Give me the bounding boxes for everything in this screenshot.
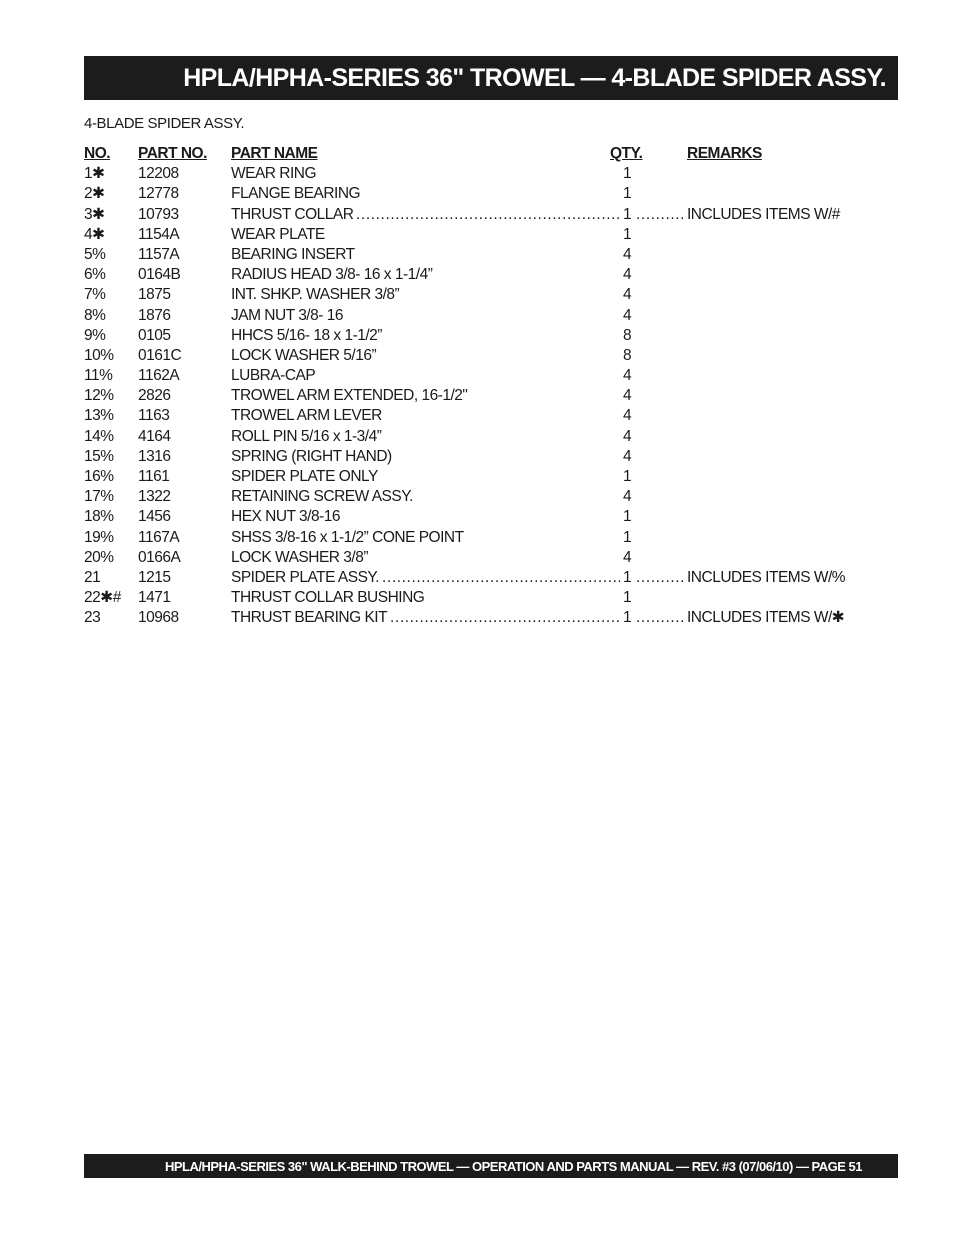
part-qty: 4	[623, 407, 632, 425]
part-remarks: INCLUDES ITEMS W/#	[687, 205, 840, 223]
part-number-index: 4✱	[84, 225, 105, 243]
part-qty: 1	[623, 568, 632, 586]
part-name: THRUST BEARING KIT	[231, 609, 388, 627]
part-number: 1471	[138, 589, 171, 607]
part-number: 1322	[138, 488, 171, 506]
part-qty: 4	[623, 306, 632, 324]
column-header-no: NO.	[84, 145, 111, 162]
table-row	[84, 245, 864, 265]
part-qty: 1	[623, 589, 632, 607]
part-number: 1875	[138, 286, 171, 304]
leader-dots	[636, 608, 684, 628]
part-number: 1316	[138, 447, 171, 465]
part-qty: 1	[623, 508, 632, 526]
table-row	[84, 548, 864, 568]
part-number-index: 23	[84, 609, 101, 627]
part-number-index: 6%	[84, 266, 106, 284]
part-number-index: 10%	[84, 346, 114, 364]
part-number: 1157A	[138, 245, 180, 263]
part-name: WEAR PLATE	[231, 225, 325, 243]
part-qty: 4	[623, 367, 632, 385]
part-number: 1167A	[138, 528, 180, 546]
table-row	[84, 225, 864, 245]
footer-text: HPLA/HPHA-SERIES 36" WALK-BEHIND TROWEL — OPERATION AND PARTS MANUAL — REV. #3 (07/06/10) — PAGE 51	[164, 1158, 862, 1174]
table-row	[84, 326, 864, 346]
table-row	[84, 285, 864, 305]
part-number: 1162A	[138, 367, 180, 385]
part-qty: 4	[623, 245, 632, 263]
part-number-index: 22✱#	[84, 589, 121, 607]
column-header-part-no: PART NO.	[138, 145, 207, 162]
leader-dots	[356, 205, 620, 225]
part-number-index: 12%	[84, 387, 114, 405]
table-row	[84, 487, 864, 507]
part-qty: 4	[623, 387, 632, 405]
part-name: ROLL PIN 5/16 x 1-3/4”	[231, 427, 382, 445]
column-header-qty: QTY.	[610, 145, 643, 162]
part-number: 0161C	[138, 346, 182, 364]
part-name: THRUST COLLAR BUSHING	[231, 589, 425, 607]
part-number-index: 21	[84, 568, 101, 586]
part-qty: 1	[623, 205, 632, 223]
part-qty: 8	[623, 346, 632, 364]
part-number-index: 11%	[84, 367, 113, 385]
parts-list-header	[84, 144, 864, 164]
part-qty: 1	[623, 185, 632, 203]
table-row	[84, 507, 864, 527]
table-row	[84, 366, 864, 386]
part-qty: 1	[623, 165, 632, 183]
part-number: 10968	[138, 609, 179, 627]
part-name: INT. SHKP. WASHER 3/8”	[231, 286, 400, 304]
table-row	[84, 467, 864, 487]
part-name: SPRING (RIGHT HAND)	[231, 447, 392, 465]
part-name: TROWEL ARM LEVER	[231, 407, 382, 425]
table-row	[84, 588, 864, 608]
part-number-index: 2✱	[84, 185, 105, 203]
part-number: 10793	[138, 205, 179, 223]
part-number: 0164B	[138, 266, 181, 284]
part-number-index: 19%	[84, 528, 114, 546]
part-name: HHCS 5/16- 18 x 1-1/2”	[231, 326, 382, 344]
table-row	[84, 386, 864, 406]
page-title-bar	[84, 56, 898, 100]
part-number: 0105	[138, 326, 171, 344]
part-name: LOCK WASHER 5/16”	[231, 346, 377, 364]
part-number-index: 9%	[84, 326, 106, 344]
leader-dots	[636, 568, 684, 588]
leader-dots	[382, 568, 620, 588]
part-number: 1876	[138, 306, 171, 324]
part-number: 12778	[138, 185, 179, 203]
part-qty: 1	[623, 468, 632, 485]
part-qty: 4	[623, 548, 632, 566]
part-name: SPIDER PLATE ONLY	[231, 468, 378, 485]
part-number-index: 20%	[84, 548, 114, 566]
part-qty: 1	[623, 225, 632, 243]
part-name: RETAINING SCREW ASSY.	[231, 488, 413, 506]
part-qty: 8	[623, 326, 632, 344]
part-name: WEAR RING	[231, 165, 317, 183]
table-row	[84, 608, 864, 628]
part-number-index: 8%	[84, 306, 106, 324]
part-number-index: 16%	[84, 468, 114, 485]
table-row	[84, 205, 864, 225]
column-header-remarks: REMARKS	[687, 145, 762, 162]
part-qty: 1	[623, 528, 632, 546]
table-row	[84, 568, 864, 588]
table-row	[84, 406, 864, 426]
part-number: 1163	[138, 407, 170, 425]
part-number-index: 3✱	[84, 205, 105, 223]
part-qty: 4	[623, 447, 632, 465]
page-title: HPLA/HPHA-SERIES 36" TROWEL — 4-BLADE SPIDER ASSY.	[183, 63, 886, 92]
table-row	[84, 427, 864, 447]
part-number-index: 14%	[84, 427, 114, 445]
leader-dots	[636, 205, 684, 225]
part-number-index: 13%	[84, 407, 114, 425]
part-qty: 1	[623, 609, 632, 627]
part-remarks: INCLUDES ITEMS W/✱	[687, 609, 845, 627]
part-number: 1161	[138, 468, 170, 485]
table-row	[84, 265, 864, 285]
part-name: HEX NUT 3/8-16	[231, 508, 341, 526]
table-row	[84, 447, 864, 467]
section-subtitle: 4-BLADE SPIDER ASSY.	[84, 115, 245, 132]
part-remarks: INCLUDES ITEMS W/%	[687, 568, 846, 586]
table-row	[84, 164, 864, 184]
part-name: FLANGE BEARING	[231, 185, 361, 203]
part-number-index: 15%	[84, 447, 114, 465]
part-number: 12208	[138, 165, 179, 183]
part-number-index: 1✱	[84, 165, 105, 183]
footer-bar	[84, 1154, 898, 1178]
part-qty: 4	[623, 488, 632, 506]
part-number: 1456	[138, 508, 171, 526]
part-number-index: 5%	[84, 245, 106, 263]
part-number: 2826	[138, 387, 171, 405]
column-header-part-name: PART NAME	[231, 145, 318, 162]
part-qty: 4	[623, 427, 632, 445]
part-name: TROWEL ARM EXTENDED, 16-1/2"	[231, 387, 468, 405]
part-name: LUBRA-CAP	[231, 367, 316, 385]
part-name: SPIDER PLATE ASSY.	[231, 568, 380, 586]
part-qty: 4	[623, 266, 632, 284]
table-row	[84, 306, 864, 326]
part-name: RADIUS HEAD 3/8- 16 x 1-1/4”	[231, 266, 433, 284]
part-name: THRUST COLLAR	[231, 205, 354, 223]
part-number: 0166A	[138, 548, 181, 566]
part-name: LOCK WASHER 3/8”	[231, 548, 368, 566]
part-number: 1215	[138, 568, 171, 586]
part-number-index: 7%	[84, 286, 106, 304]
leader-dots	[390, 608, 620, 628]
table-row	[84, 346, 864, 366]
table-row	[84, 528, 864, 548]
part-name: BEARING INSERT	[231, 245, 355, 263]
part-name: SHSS 3/8-16 x 1-1/2” CONE POINT	[231, 528, 464, 546]
table-row	[84, 184, 864, 204]
part-name: JAM NUT 3/8- 16	[231, 306, 343, 324]
part-number: 1154A	[138, 225, 180, 243]
parts-list	[84, 144, 864, 629]
part-number-index: 18%	[84, 508, 114, 526]
part-qty: 4	[623, 286, 632, 304]
part-number: 4164	[138, 427, 171, 445]
part-number-index: 17%	[84, 488, 114, 506]
